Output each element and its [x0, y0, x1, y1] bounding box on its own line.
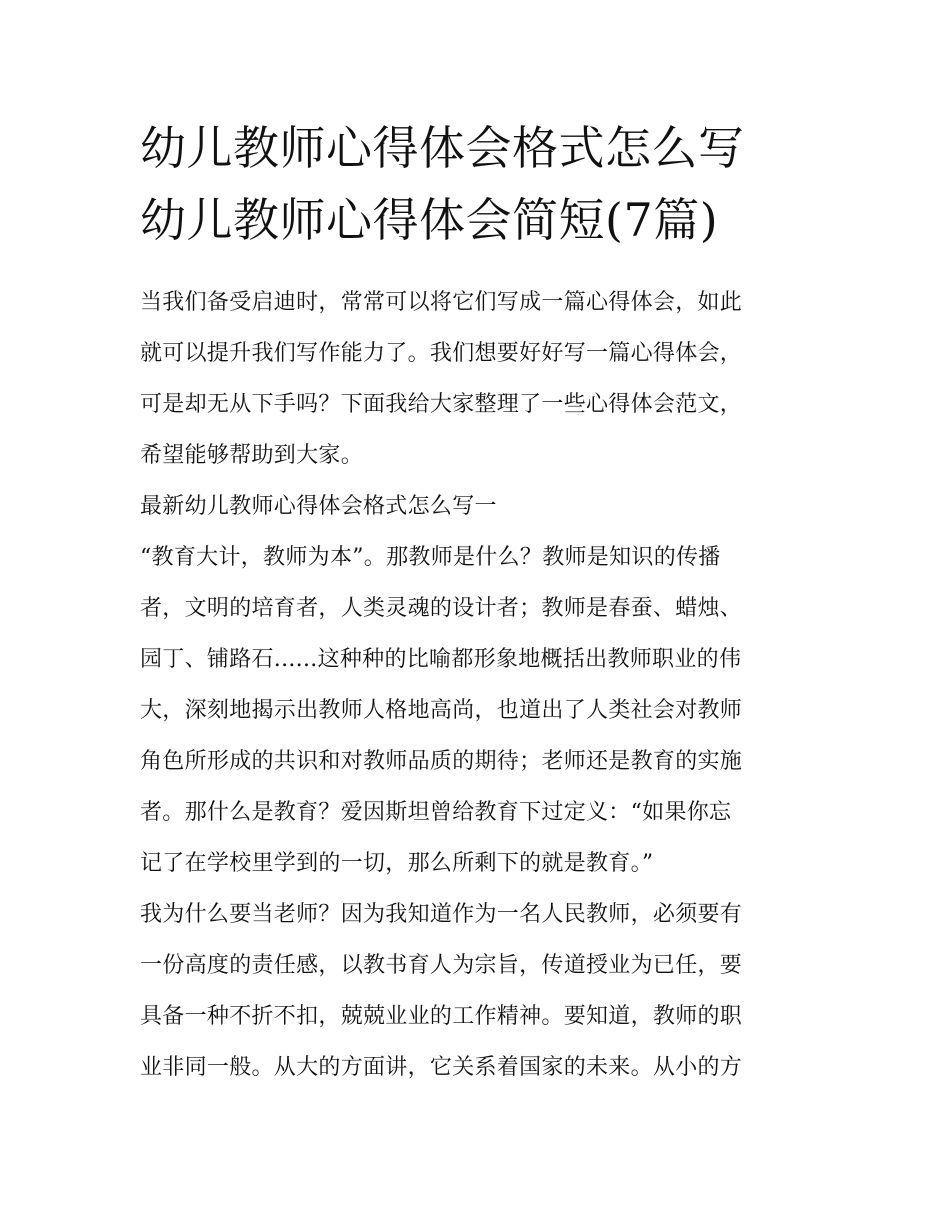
- paragraph-line-5: 角色所形成的共识和对教师品质的期待；老师还是教育的实施: [140, 749, 743, 774]
- page-title: [140, 112, 840, 256]
- paragraph-line-9: 一份高度的责任感，以教书育人为宗旨，传道授业为已任，要: [140, 953, 743, 978]
- paragraph-line-4: 大，深刻地揭示出教师人格地高尚，也道出了人类社会对教师: [140, 698, 743, 723]
- intro-line-1: 当我们备受启迪时，常常可以将它们写成一篇心得体会，如此: [140, 290, 743, 315]
- paragraph-line-6: 者。那什么是教育？爱因斯坦曾给教育下过定义：“如果你忘: [140, 800, 732, 825]
- intro-line-4: 希望能够帮助到大家。: [140, 443, 364, 468]
- title-line-2: 幼儿教师心得体会简短(7篇): [140, 193, 719, 247]
- paragraph-line-10: 具备一种不折不扣，兢兢业业的工作精神。要知道，教师的职: [140, 1004, 743, 1029]
- paragraph-line-1: “教育大计，教师为本”。那教师是什么？教师是知识的传播: [140, 545, 721, 570]
- body-text: [140, 277, 825, 1093]
- section-heading: 最新幼儿教师心得体会格式怎么写一: [140, 494, 497, 519]
- title-line-1: 幼儿教师心得体会格式怎么写: [140, 121, 745, 175]
- paragraph-line-7: 记了在学校里学到的一切，那么所剩下的就是教育。”: [140, 851, 654, 876]
- intro-line-2: 就可以提升我们写作能力了。我们想要好好写一篇心得体会，: [140, 341, 743, 366]
- paragraph-line-11: 业非同一般。从大的方面讲，它关系着国家的未来。从小的方: [140, 1055, 743, 1080]
- paragraph-line-8: 我为什么要当老师？因为我知道作为一名人民教师，必须要有: [140, 902, 743, 927]
- intro-line-3: 可是却无从下手吗？下面我给大家整理了一些心得体会范文，: [140, 392, 743, 417]
- paragraph-line-2: 者，文明的培育者，人类灵魂的设计者；教师是春蚕、蜡烛、: [140, 596, 743, 621]
- paragraph-line-3: 园丁、铺路石......这种种的比喻都形象地概括出教师职业的伟: [140, 647, 742, 672]
